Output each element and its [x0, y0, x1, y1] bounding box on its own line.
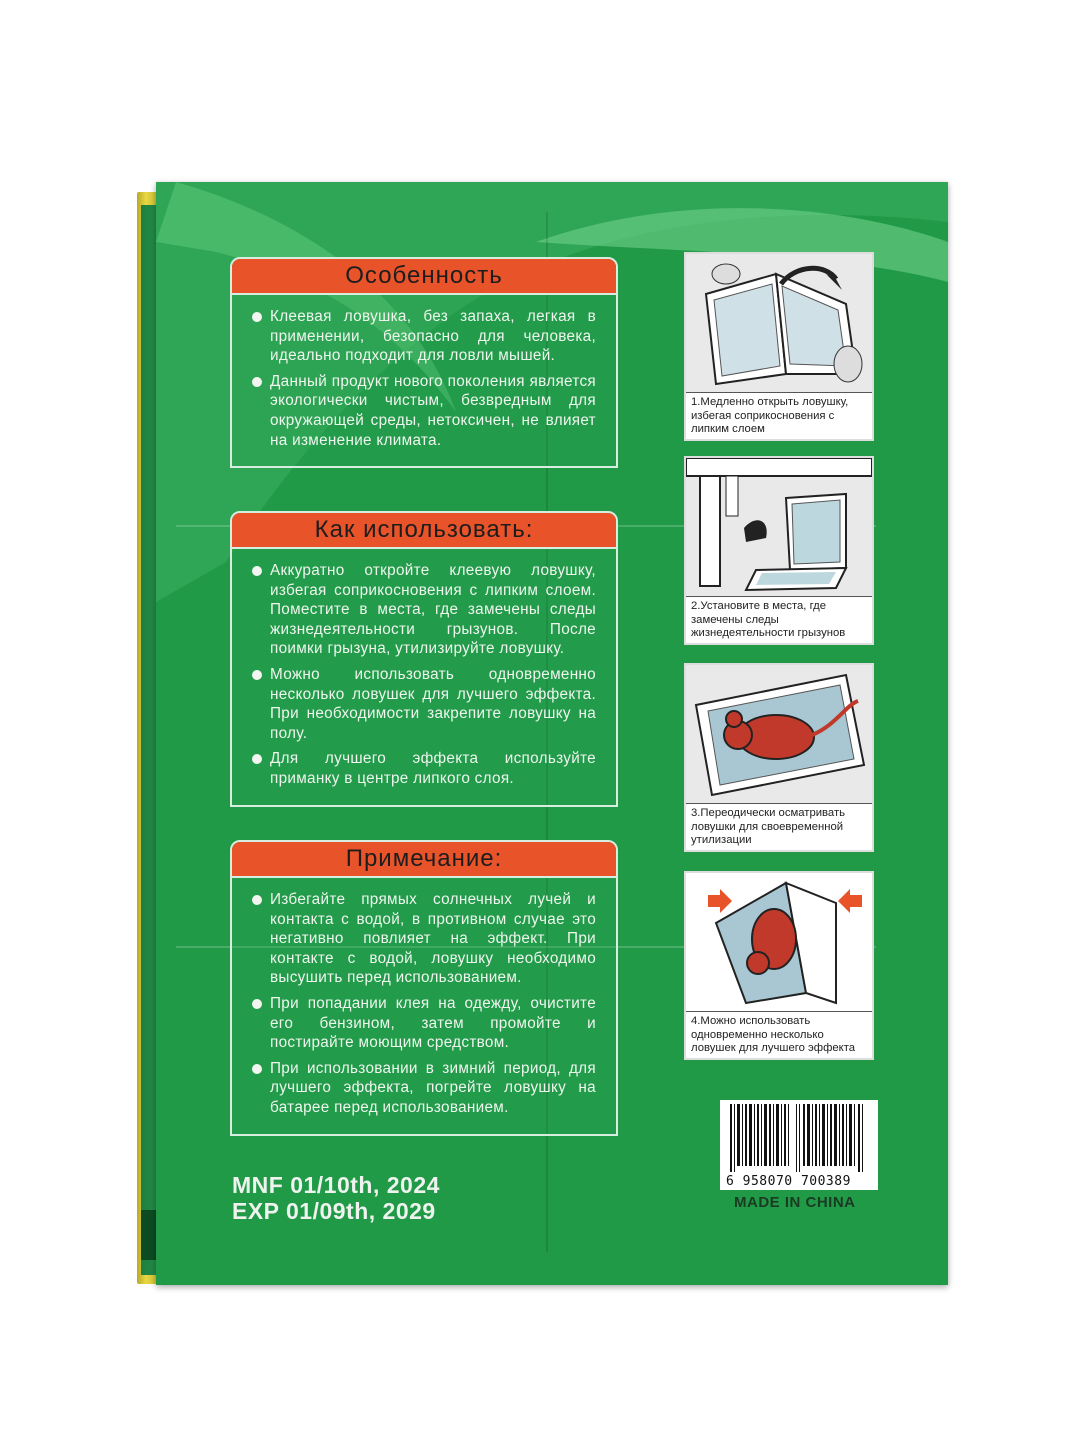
- list-item: Для лучшего эффекта используйте приманку в центре липкого слоя.: [250, 749, 596, 788]
- step-2: [684, 456, 874, 645]
- usage-panel: [230, 511, 618, 807]
- features-list: [232, 295, 616, 466]
- barcode-bars: [730, 1104, 870, 1172]
- list-item: При использовании в зимний период, для лучшего эффекта, погрейте ловушку на батарее перед использованием.: [250, 1059, 596, 1118]
- barcode: [720, 1100, 878, 1190]
- open-trap-illustration: [686, 254, 872, 393]
- notes-panel: [230, 840, 618, 1136]
- list-item: При попадании клея на одежду, очистите его бензином, затем промойте и постирайте моющим средством.: [250, 994, 596, 1053]
- caught-mouse-illustration: [686, 665, 872, 804]
- folded-trap-illustration: [686, 873, 872, 1012]
- step-caption: 3.Переодически осматривать ловушки для своевременной утилизации: [691, 807, 846, 846]
- place-trap-illustration: [686, 458, 872, 597]
- step-caption: 4.Можно использовать одновременно несколько ловушек для лучшего эффекта: [691, 1015, 856, 1054]
- notes-list: [232, 878, 616, 1134]
- dates-block: [232, 1172, 440, 1224]
- list-item: Данный продукт нового поколения является экологически чистым, безвредным для окружающей среды, нетоксичен, не влияет на изменение климата.: [250, 372, 596, 450]
- list-item: Клеевая ловушка, без запаха, легкая в применении, безопасно для человека, идеально подходит для ловли мышей.: [250, 307, 596, 366]
- step-caption: 2.Установите в места, где замечены следы жизнедеятельности грызунов: [691, 600, 846, 639]
- step-3: [684, 663, 874, 852]
- step-1: [684, 252, 874, 441]
- features-panel: [230, 257, 618, 468]
- features-title: Особенность: [232, 259, 616, 295]
- usage-title: Как использовать:: [232, 513, 616, 549]
- list-item: Избегайте прямых солнечных лучей и контакта с водой, в противном случае это негативно повлияет на эффект. При контакте с водой, ловушку необходимо высушить перед использованием.: [250, 890, 596, 988]
- trap-package-back: [156, 182, 948, 1285]
- list-item: Аккуратно откройте клеевую ловушку, избегая соприкосновения с липким слоем. Поместите в места, где замечены следы жизнедеятельности грызунов. После поимки грызуна, утилизируйте ловушку.: [250, 561, 596, 659]
- notes-title: Примечание:: [232, 842, 616, 878]
- manufacture-date: MNF 01/10th, 2024: [232, 1172, 440, 1198]
- list-item: Можно использовать одновременно несколько ловушек для лучшего эффекта. При необходимости закрепите ловушку на полу.: [250, 665, 596, 743]
- usage-list: [232, 549, 616, 805]
- expiry-date: EXP 01/09th, 2029: [232, 1198, 436, 1224]
- step-caption: 1.Медленно открыть ловушку, избегая соприкосновения с липким слоем: [691, 396, 849, 435]
- barcode-number: 6 958070 700389: [726, 1174, 851, 1189]
- origin-label: MADE IN CHINA: [734, 1194, 856, 1211]
- step-4: [684, 871, 874, 1060]
